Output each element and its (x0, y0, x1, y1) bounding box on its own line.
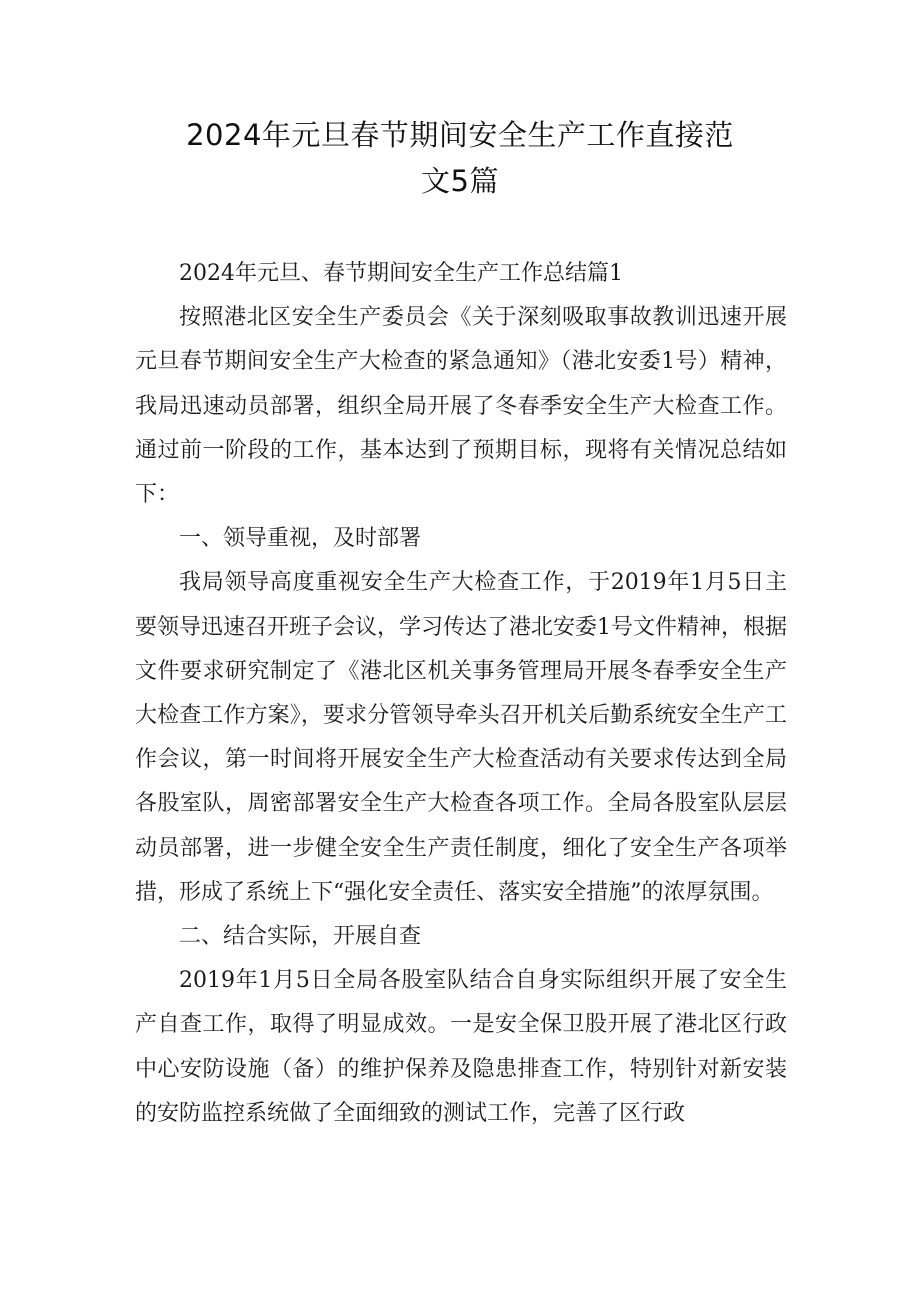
title-line-1: 2024年元旦春节期间安全生产工作直接范 (186, 118, 734, 152)
title-line-2: 文5篇 (421, 164, 499, 198)
section-heading-2: 二、结合实际，开展自查 (179, 924, 422, 950)
document-title (140, 112, 780, 204)
section-heading-article-1: 2024年元旦、春节期间安全生产工作总结篇1 (179, 261, 623, 286)
document-body (135, 252, 787, 1136)
paragraph-self-inspection: 2019年1月5日全局各股室队结合自身实际组织开展了安全生产自查工作，取得了明显成效。一是安全保卫股开展了港北区行政中心安防设施（备）的维护保养及隐患排查工作，特别针对新安装的安防监控系统做了全面细致的测试工作，完善了区行政 (135, 968, 787, 1126)
section-heading-1: 一、领导重视，及时部署 (179, 526, 422, 552)
paragraph-leadership: 我局领导高度重视安全生产大检查工作，于2019年1月5日主要领导迅速召开班子会议，学习传达了港北安委1号文件精神，根据文件要求研究制定了《港北区机关事务管理局开展冬春季安全生产大检查工作方案》，要求分管领导牵头召开机关后勤系统安全生产工作会议，第一时间将开展安全生产大检查活动有关要求传达到全局各股室队，周密部署安全生产大检查各项工作。全局各股室队层层动员部署，进一步健全安全生产责任制度，细化了安全生产各项举措，形成了系统上下“强化安全责任、落实安全措施”的浓厚氛围。 (135, 570, 787, 905)
paragraph-intro: 按照港北区安全生产委员会《关于深刻吸取事故教训迅速开展元旦春节期间安全生产大检查的紧急通知》（港北安委1号）精神，我局迅速动员部署，组织全局开展了冬春季安全生产大检查工作。通过前一阶段的工作，基本达到了预期目标，现将有关情况总结如下： (135, 305, 787, 508)
